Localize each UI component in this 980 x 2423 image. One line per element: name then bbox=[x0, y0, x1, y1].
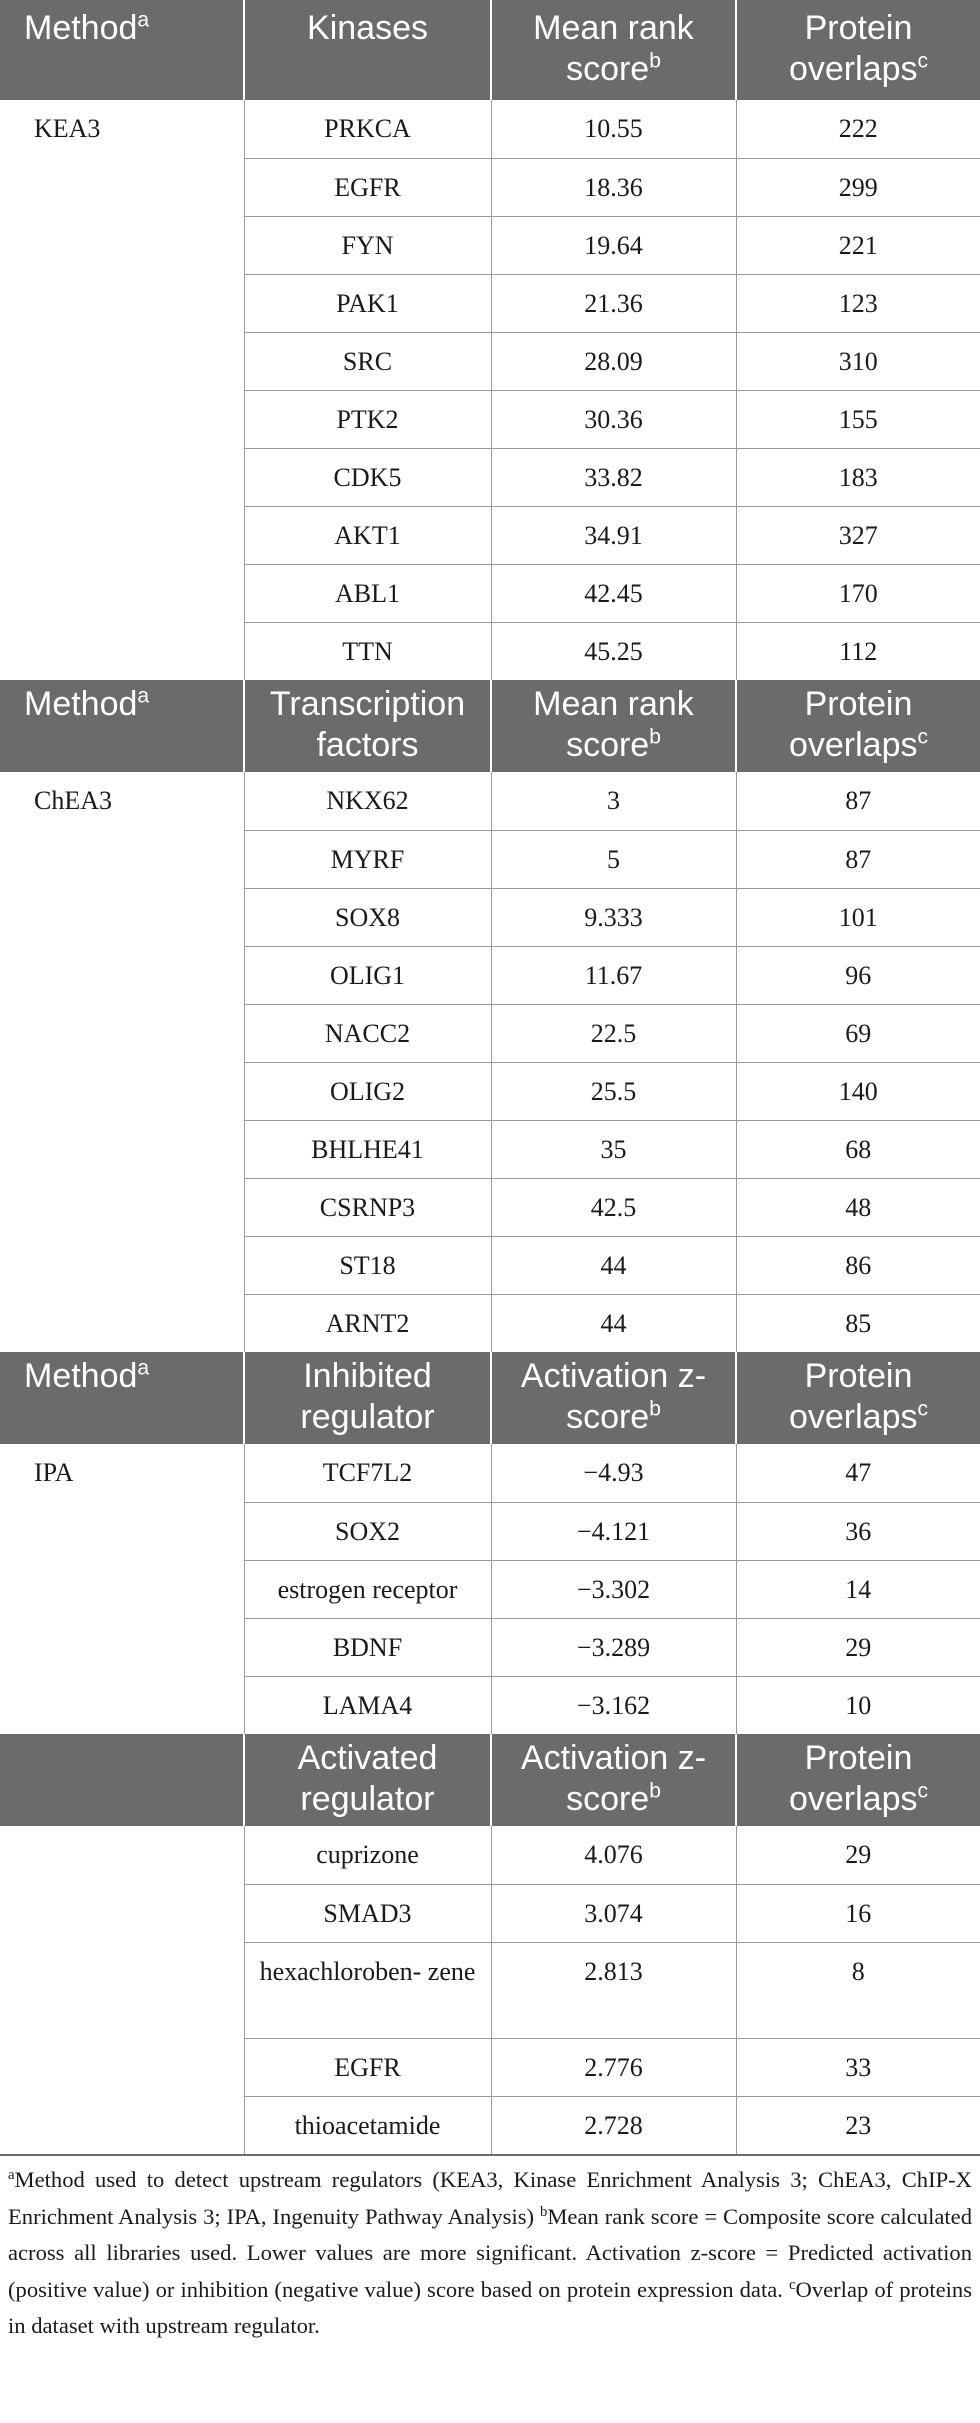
overlap-count: 123 bbox=[736, 274, 980, 332]
score-value: 18.36 bbox=[491, 158, 736, 216]
header-overlaps-sup: c bbox=[917, 49, 929, 73]
score-value: 9.333 bbox=[491, 888, 736, 946]
overlap-count: 87 bbox=[736, 830, 980, 888]
overlap-count: 36 bbox=[736, 1502, 980, 1560]
header-method bbox=[0, 0, 244, 100]
header-score-text: Activation z-score bbox=[520, 1357, 707, 1436]
score-value: 34.91 bbox=[491, 506, 736, 564]
score-value: −4.93 bbox=[491, 1444, 736, 1502]
header-overlaps bbox=[736, 1734, 980, 1826]
header-overlaps bbox=[736, 1352, 980, 1444]
overlap-count: 140 bbox=[736, 1062, 980, 1120]
overlap-count: 310 bbox=[736, 332, 980, 390]
score-value: 2.813 bbox=[491, 1942, 736, 2038]
header-score bbox=[491, 0, 736, 100]
score-value: 3 bbox=[491, 772, 736, 830]
overlap-count: 14 bbox=[736, 1560, 980, 1618]
header-score-sup: b bbox=[649, 1397, 661, 1421]
regulator-name: MYRF bbox=[244, 830, 491, 888]
header-score-sup: b bbox=[649, 49, 661, 73]
header-regulator bbox=[244, 680, 491, 772]
header-method-sup: a bbox=[137, 1356, 150, 1380]
overlap-count: 221 bbox=[736, 216, 980, 274]
overlap-count: 29 bbox=[736, 1618, 980, 1676]
footnote-a-mark: a bbox=[8, 2166, 15, 2183]
score-value: 44 bbox=[491, 1294, 736, 1352]
header-regulator bbox=[244, 1352, 491, 1444]
score-value: 22.5 bbox=[491, 1004, 736, 1062]
score-value: 30.36 bbox=[491, 390, 736, 448]
table-row bbox=[0, 1444, 980, 1502]
header-overlaps bbox=[736, 0, 980, 100]
header-method-text: Method bbox=[24, 685, 138, 723]
regulator-name: thioacetamide bbox=[244, 2096, 491, 2154]
score-value: −4.121 bbox=[491, 1502, 736, 1560]
score-value: 45.25 bbox=[491, 622, 736, 680]
header-regulator bbox=[244, 1734, 491, 1826]
header-row bbox=[0, 0, 980, 100]
method-cell bbox=[0, 1444, 244, 1734]
regulator-name: TCF7L2 bbox=[244, 1444, 491, 1502]
regulator-name: SRC bbox=[244, 332, 491, 390]
overlap-count: 155 bbox=[736, 390, 980, 448]
score-value: 35 bbox=[491, 1120, 736, 1178]
overlap-count: 170 bbox=[736, 564, 980, 622]
header-score-text: Mean rank score bbox=[533, 685, 694, 764]
header-score-text: Activation z-score bbox=[520, 1739, 707, 1818]
header-overlaps-text: Protein overlaps bbox=[788, 685, 918, 764]
header-overlaps-sup: c bbox=[917, 725, 929, 749]
regulator-name: FYN bbox=[244, 216, 491, 274]
overlap-count: 87 bbox=[736, 772, 980, 830]
method-cell bbox=[0, 1826, 244, 2154]
header-row bbox=[0, 680, 980, 772]
header-score bbox=[491, 1352, 736, 1444]
header-method bbox=[0, 680, 244, 772]
footnote-c-text: Overlap of proteins in dataset with upstream regulator. bbox=[8, 2276, 973, 2338]
method-label: ChEA3 bbox=[34, 786, 112, 815]
regulator-name: BDNF bbox=[244, 1618, 491, 1676]
regulator-name: AKT1 bbox=[244, 506, 491, 564]
overlap-count: 48 bbox=[736, 1178, 980, 1236]
overlap-count: 29 bbox=[736, 1826, 980, 1884]
footnote-b-mark: b bbox=[539, 2203, 548, 2220]
regulator-name: SOX8 bbox=[244, 888, 491, 946]
regulator-name: NKX62 bbox=[244, 772, 491, 830]
overlap-count: 183 bbox=[736, 448, 980, 506]
overlap-count: 23 bbox=[845, 2110, 872, 2140]
regulator-name: ST18 bbox=[244, 1236, 491, 1294]
footnote-a-text: Method used to detect upstream regulators (KEA3, Kinase Enrichment Analysis 3; ChEA3, ChIP-X Enrichment Analysis 3; IPA, Ingenuity Pathway Analysis) bbox=[8, 2167, 972, 2229]
header-regulator-text: Activated regulator bbox=[297, 1739, 438, 1818]
overlap-count: 327 bbox=[736, 506, 980, 564]
overlap-count: 299 bbox=[736, 158, 980, 216]
header-regulator-text: Kinases bbox=[307, 9, 428, 47]
score-value: 21.36 bbox=[491, 274, 736, 332]
regulator-name: LAMA4 bbox=[244, 1676, 491, 1734]
score-value: 2.776 bbox=[491, 2038, 736, 2096]
header-overlaps-text: Protein overlaps bbox=[788, 1357, 918, 1436]
score-value: 33.82 bbox=[491, 448, 736, 506]
regulator-name: NACC2 bbox=[244, 1004, 491, 1062]
header-row bbox=[0, 1734, 980, 1826]
regulator-name: SOX2 bbox=[244, 1502, 491, 1560]
overlap-count: 96 bbox=[736, 946, 980, 1004]
overlap-count: 33 bbox=[736, 2038, 980, 2096]
header-row bbox=[0, 1352, 980, 1444]
score-value: −3.302 bbox=[491, 1560, 736, 1618]
score-value: 44 bbox=[491, 1236, 736, 1294]
regulator-name: cuprizone bbox=[244, 1826, 491, 1884]
regulator-name: PRKCA bbox=[244, 100, 491, 158]
header-overlaps-sup: c bbox=[917, 1779, 929, 1803]
regulator-name: PTK2 bbox=[244, 390, 491, 448]
regulator-name: OLIG1 bbox=[244, 946, 491, 1004]
header-score bbox=[491, 1734, 736, 1826]
score-value: 10.55 bbox=[491, 100, 736, 158]
header-method-text: Method bbox=[24, 9, 138, 47]
method-label: IPA bbox=[34, 1458, 74, 1487]
method-cell bbox=[0, 100, 244, 680]
regulator-name: EGFR bbox=[244, 2038, 491, 2096]
overlap-count: 47 bbox=[736, 1444, 980, 1502]
header-method-sup: a bbox=[137, 684, 150, 708]
header-method bbox=[0, 1734, 244, 1826]
regulator-name: hexachloroben- zene bbox=[244, 1942, 491, 2038]
regulator-name: PAK1 bbox=[244, 274, 491, 332]
header-regulator bbox=[244, 0, 491, 100]
overlap-count: 69 bbox=[736, 1004, 980, 1062]
header-score-sup: b bbox=[649, 1779, 661, 1803]
score-value: 4.076 bbox=[491, 1826, 736, 1884]
table-footnote bbox=[0, 2154, 980, 2345]
regulator-name: TTN bbox=[244, 622, 491, 680]
score-value: 11.67 bbox=[491, 946, 736, 1004]
header-overlaps-sup: c bbox=[917, 1397, 929, 1421]
method-cell bbox=[0, 772, 244, 1352]
header-score-sup: b bbox=[649, 725, 661, 749]
header-method-text: Method bbox=[24, 1357, 138, 1395]
regulator-name: estrogen receptor bbox=[244, 1560, 491, 1618]
score-value: −3.162 bbox=[491, 1676, 736, 1734]
regulator-name: CSRNP3 bbox=[244, 1178, 491, 1236]
header-overlaps bbox=[736, 680, 980, 772]
table-row bbox=[0, 1826, 980, 1884]
header-overlaps-text: Protein overlaps bbox=[788, 9, 918, 88]
overlap-count: 8 bbox=[736, 1942, 980, 2038]
table-row bbox=[0, 772, 980, 830]
score-value: 42.45 bbox=[491, 564, 736, 622]
overlap-count: 86 bbox=[736, 1236, 980, 1294]
header-overlaps-text: Protein overlaps bbox=[788, 1739, 918, 1818]
score-value: 28.09 bbox=[491, 332, 736, 390]
regulator-name: BHLHE41 bbox=[244, 1120, 491, 1178]
footnote-b-text: Mean rank score = Composite score calculated across all libraries used. Lower values are more significant. Activation z-score = Predicted activation (positive value) or inhibition (negative value) score based on protein expression data. bbox=[8, 2203, 972, 2302]
score-value: 19.64 bbox=[491, 216, 736, 274]
score-value: 42.5 bbox=[491, 1178, 736, 1236]
score-value: 2.728 bbox=[491, 2096, 736, 2154]
overlap-count: 10 bbox=[845, 1690, 872, 1720]
overlap-count: 16 bbox=[736, 1884, 980, 1942]
header-method bbox=[0, 1352, 244, 1444]
overlap-count: 101 bbox=[736, 888, 980, 946]
overlap-count: 85 bbox=[845, 1308, 872, 1338]
header-regulator-text: Inhibited regulator bbox=[300, 1357, 435, 1436]
regulator-name: CDK5 bbox=[244, 448, 491, 506]
header-score bbox=[491, 680, 736, 772]
score-value: 25.5 bbox=[491, 1062, 736, 1120]
header-regulator-text: Transcription factors bbox=[269, 685, 466, 764]
score-value: 3.074 bbox=[491, 1884, 736, 1942]
overlap-count: 112 bbox=[839, 636, 878, 666]
score-value: 5 bbox=[491, 830, 736, 888]
header-score-text: Mean rank score bbox=[533, 9, 694, 88]
footnote-c-mark: c bbox=[788, 2276, 796, 2293]
regulator-name: OLIG2 bbox=[244, 1062, 491, 1120]
regulator-name: EGFR bbox=[244, 158, 491, 216]
overlap-count: 68 bbox=[736, 1120, 980, 1178]
regulator-name: ARNT2 bbox=[244, 1294, 491, 1352]
score-value: −3.289 bbox=[491, 1618, 736, 1676]
regulator-name: SMAD3 bbox=[244, 1884, 491, 1942]
overlap-count: 222 bbox=[736, 100, 980, 158]
method-label: KEA3 bbox=[34, 114, 101, 143]
table-row bbox=[0, 100, 980, 158]
header-method-sup: a bbox=[137, 8, 150, 32]
regulator-name: ABL1 bbox=[244, 564, 491, 622]
